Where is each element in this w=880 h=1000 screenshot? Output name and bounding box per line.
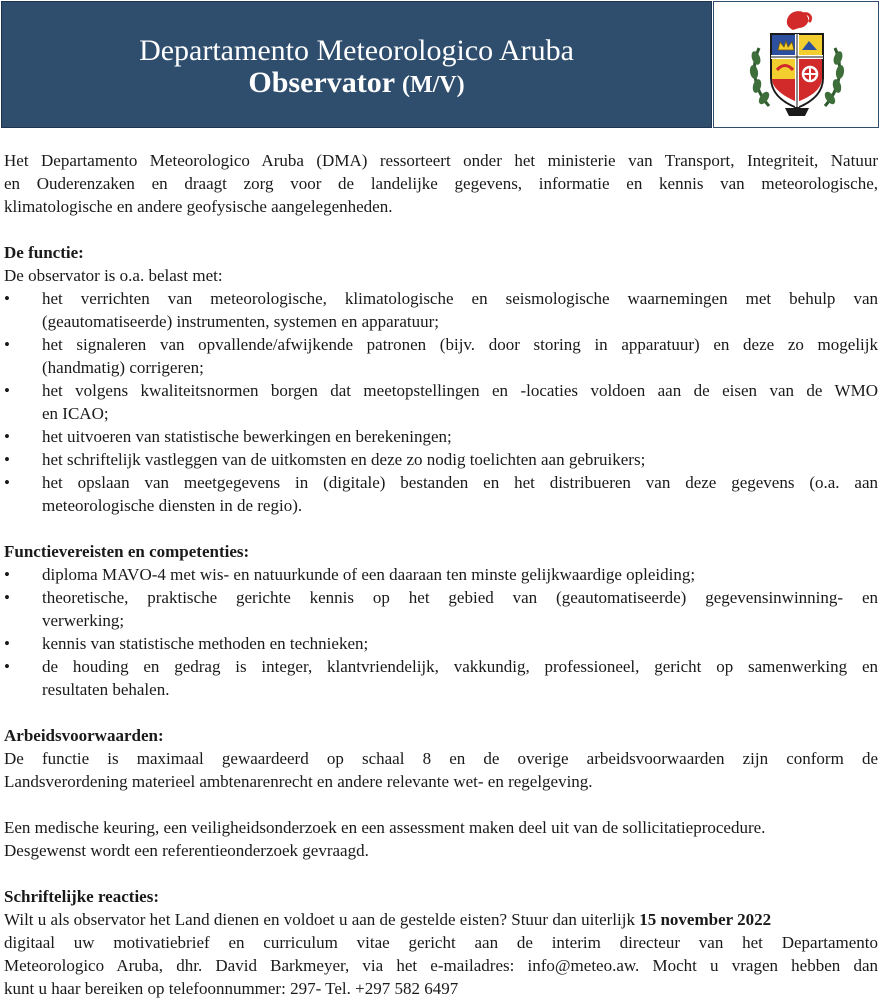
list-item: • het volgens kwaliteitsnormen borgen dat meetopstellingen en -locaties voldoen aan de eisen van de WMO [4,381,878,400]
list-item-continuation: (geautomatiseerde) instrumenten, systemen en apparatuur; [42,312,439,331]
crest-panel [713,1,879,128]
arbeid-heading: Arbeidsvoorwaarden: [4,726,164,745]
arbeid-line: De functie is maximaal gewaardeerd op schaal 8 en de overige arbeidsvoorwaarden zijn conform de [4,749,878,768]
reacties-line: Wilt u als observator het Land dienen en voldoet u aan de gestelde eisten? Stuur dan uiterlijk 15 november 2022 [4,910,772,929]
list-item-continuation: (handmatig) corrigeren; [42,358,204,377]
list-item: • diploma MAVO-4 met wis- en natuurkunde of een daaraan ten minste gelijkwaardige opleiding; [4,565,696,584]
procedure-line: Een medische keuring, een veiligheidsonderzoek en een assessment maken deel uit van de sollicitatieprocedure. [4,818,766,837]
reacties-line: Meteorologico Aruba, dhr. David Barkmeyer, via het e-mailadres: info@meteo.aw. Mocht u vragen hebben dan [4,956,878,975]
bullet-icon: • [4,381,10,400]
list-item-continuation: en ICAO; [42,404,109,423]
document-body [4,149,878,1000]
position-name: Observator [248,66,395,99]
bullet-icon: • [4,657,10,676]
title-banner [1,1,712,128]
list-item: • de houding en gedrag is integer, klantvriendelijk, vakkundig, professioneel, gericht op samenwerking en [4,657,878,676]
functie-heading: De functie: [4,243,84,262]
deadline: 15 november 2022 [639,910,772,929]
bullet-icon: • [4,427,10,446]
intro-line: klimatologische en andere geofysische aangelegenheden. [4,197,393,216]
organization-name: Departamento Meteorologico Aruba [139,34,574,67]
bullet-icon: • [4,289,10,308]
list-item: • het schriftelijk vastleggen van de uitkomsten en deze zo nodig toelichten aan gebruikers; [4,450,646,469]
intro-line: en Ouderenzaken en draagt zorg voor de landelijke gegevens, informatie en kennis van meteorologische, [4,174,878,193]
position-suffix: (M/V) [401,72,465,98]
reacties-line: kunt u haar bereiken op telefoonnummer: 297- Tel. +297 582 6497 [4,979,459,998]
intro-line: Het Departamento Meteorologico Aruba (DMA) ressorteert onder het ministerie van Transport, Integriteit, Natuur [4,151,878,170]
header [0,0,880,130]
list-item: • het signaleren van opvallende/afwijkende patronen (bijv. door storing in apparatuur) en deze zo mogelijk [4,335,878,354]
bullet-icon: • [4,634,10,653]
reacties-heading: Schriftelijke reacties: [4,887,159,906]
bullet-icon: • [4,588,10,607]
bullet-icon: • [4,335,10,354]
arbeid-line: Landsverordening materieel ambtenarenrecht en andere relevante wet- en regelgeving. [4,772,593,791]
list-item: • kennis van statistische methoden en technieken; [4,634,369,653]
list-item-continuation: verwerking; [42,611,125,630]
aruba-coat-of-arms-icon [747,8,847,120]
bullet-icon: • [4,473,10,492]
list-item: • het uitvoeren van statistische bewerkingen en berekeningen; [4,427,452,446]
reacties-line: digitaal uw motivatiebrief en curriculum vitae gericht aan de interim directeur van het Departamento [4,933,878,952]
bullet-icon: • [4,565,10,584]
list-item-continuation: meteorologische diensten in de regio). [42,496,303,515]
list-item: • het verrichten van meteorologische, klimatologische en seismologische waarnemingen met behulp van [4,289,878,308]
list-item: • theoretische, praktische gerichte kennis op het gebied van (geautomatiseerde) gegevensinwinning- en [4,588,878,607]
bullet-icon: • [4,450,10,469]
procedure-line: Desgewenst wordt een referentieonderzoek gevraagd. [4,841,369,860]
position-title [2,66,711,102]
vereisten-heading: Functievereisten en competenties: [4,542,250,561]
list-item-continuation: resultaten behalen. [42,680,170,699]
functie-lead: De observator is o.a. belast met: [4,266,223,285]
list-item: • het opslaan van meetgegevens in (digitale) bestanden en het distribueren van deze gegevens (o.a. aan [4,473,878,492]
